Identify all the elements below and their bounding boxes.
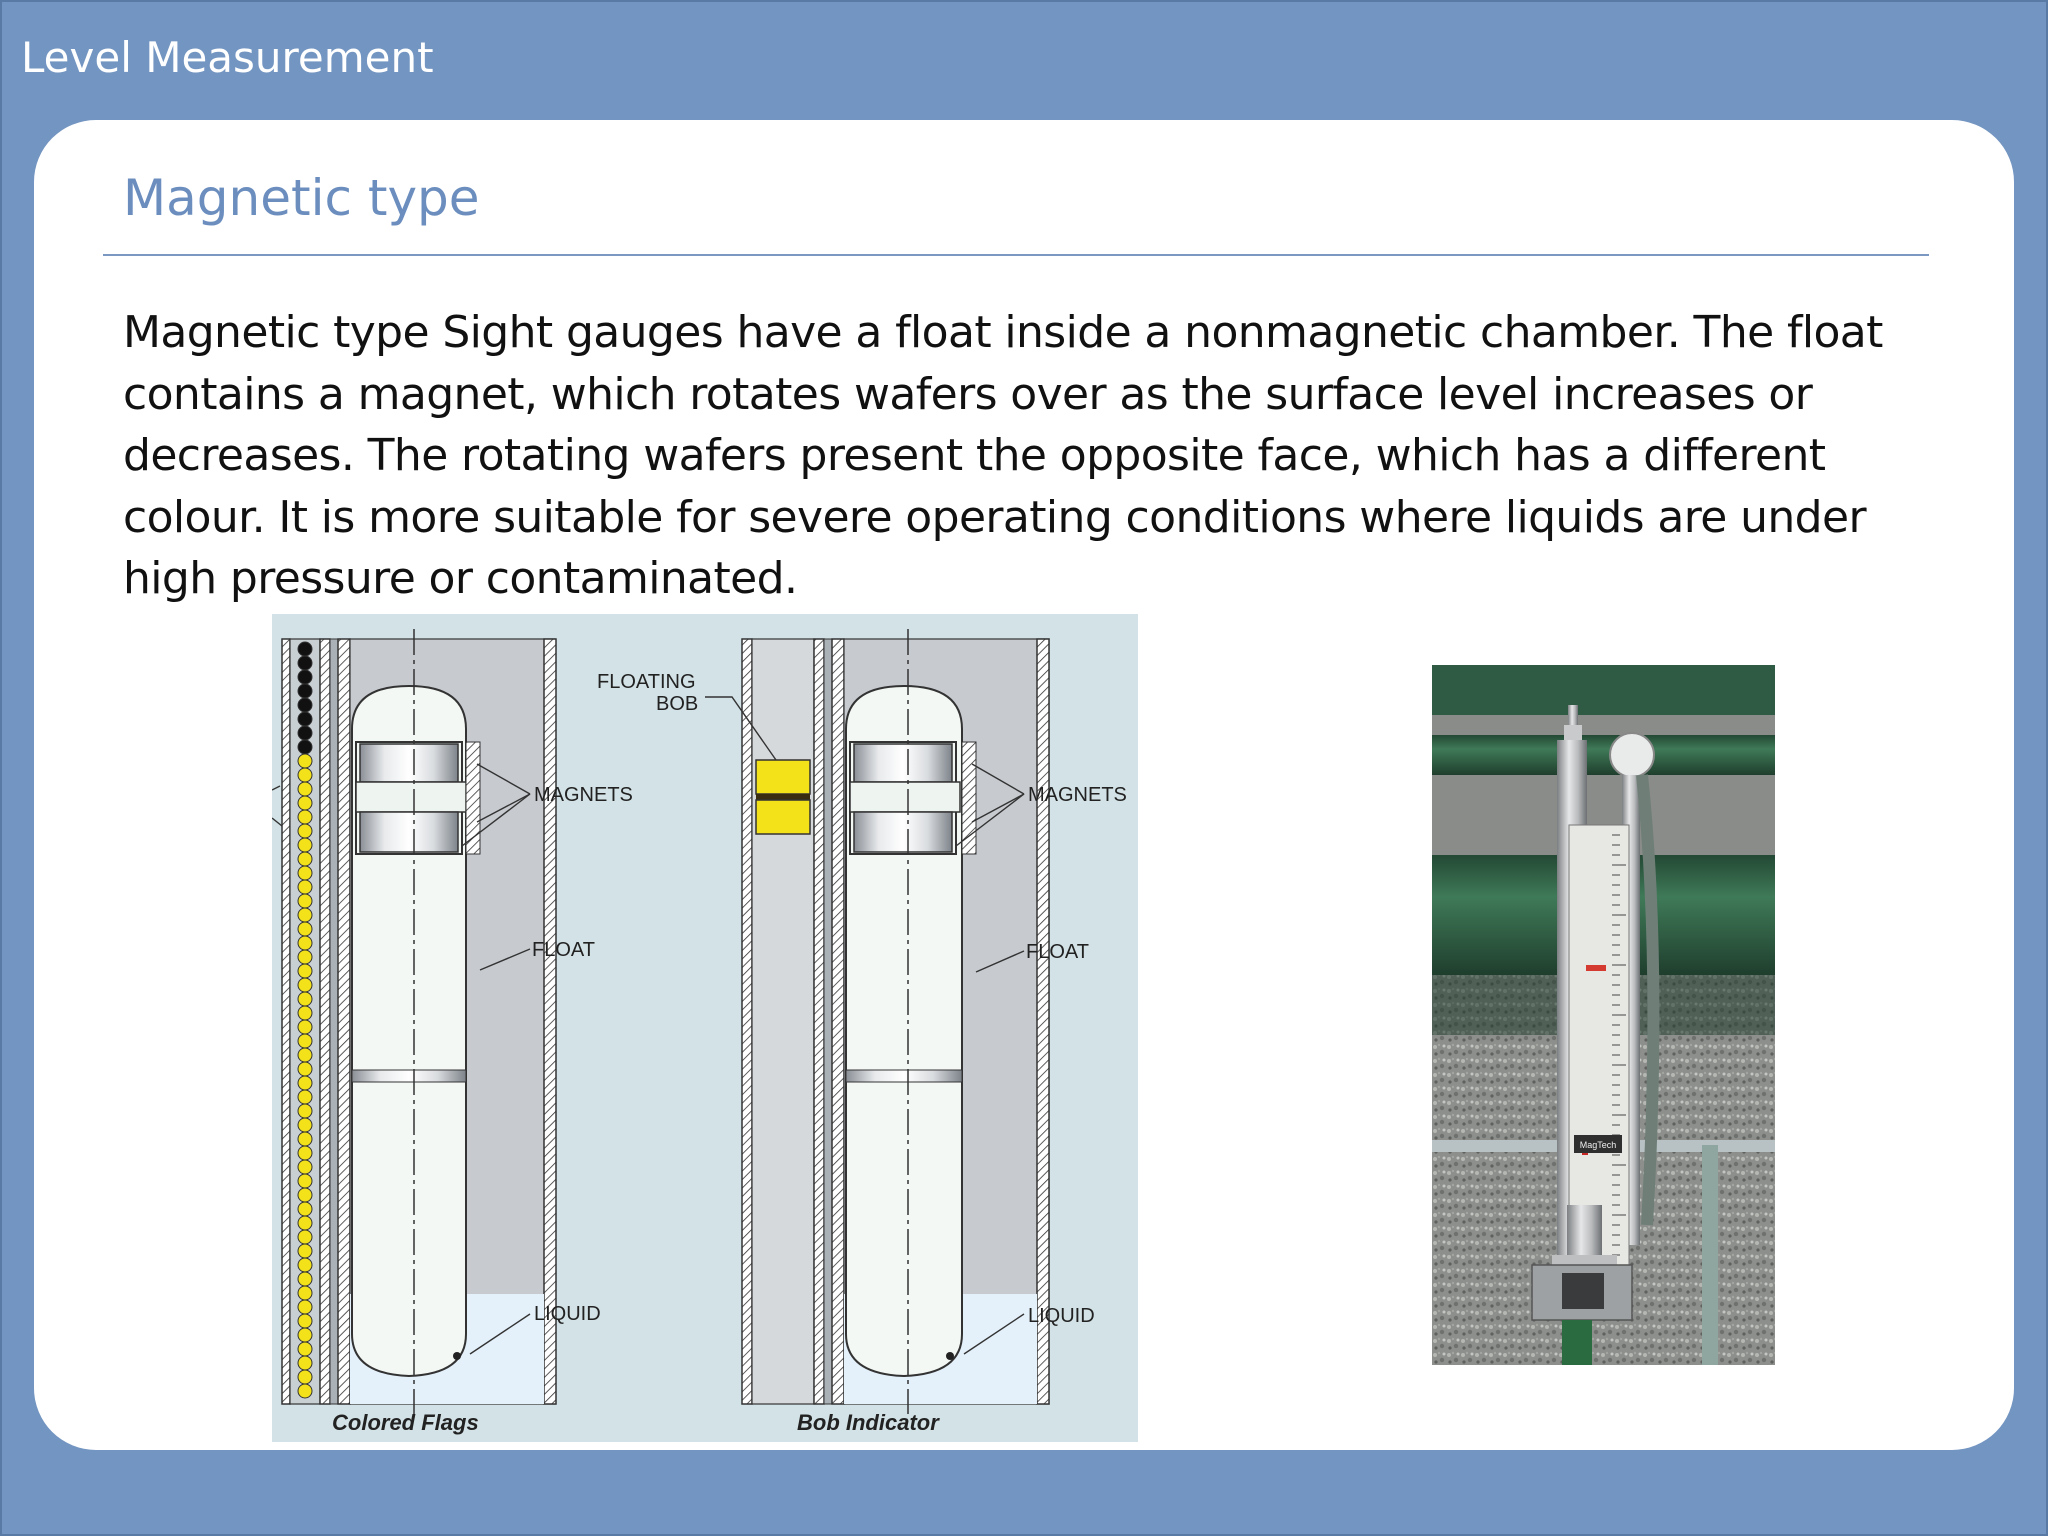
flag-wafer — [298, 824, 312, 838]
flag-wafer — [298, 642, 312, 656]
flag-wafer — [298, 1174, 312, 1188]
flag-wafer — [298, 712, 312, 726]
flag-wafer — [298, 768, 312, 782]
flag-wafer — [298, 1090, 312, 1104]
label-liquid-right: LIQUID — [1028, 1305, 1095, 1327]
flag-wafer — [298, 684, 312, 698]
flag-wafer — [298, 894, 312, 908]
flag-wafer — [298, 782, 312, 796]
flag-wafer — [298, 698, 312, 712]
flag-wafer — [298, 1062, 312, 1076]
label-magnets-right: MAGNETS — [1028, 784, 1127, 806]
flag-wafer — [298, 964, 312, 978]
flag-wafer — [298, 1160, 312, 1174]
caption-bob-indicator: Bob Indicator — [797, 1410, 939, 1435]
flag-wafer — [298, 1258, 312, 1272]
slide-heading: Magnetic type — [123, 169, 480, 227]
bob-indicator-assembly — [742, 629, 1049, 1414]
gauge-photo — [1432, 665, 1775, 1365]
brand-plate-text: MagTech — [1579, 1140, 1617, 1150]
flag-wafer — [298, 670, 312, 684]
flag-wafer — [298, 1034, 312, 1048]
flag-wafer — [298, 1230, 312, 1244]
label-liquid-left: LIQUID — [534, 1303, 601, 1325]
flag-wafer — [298, 1314, 312, 1328]
flag-wafer — [298, 1188, 312, 1202]
label-float-left: FLOAT — [532, 939, 595, 961]
flag-wafer — [298, 1384, 312, 1398]
flag-wafer — [298, 880, 312, 894]
caption-colored-flags: Colored Flags — [332, 1410, 479, 1435]
flag-wafer — [298, 1020, 312, 1034]
flag-wafer — [298, 726, 312, 740]
label-float-right: FLOAT — [1026, 941, 1089, 963]
flag-wafer — [298, 1216, 312, 1230]
flag-wafer — [298, 838, 312, 852]
flag-wafer — [298, 978, 312, 992]
flag-wafer — [298, 754, 312, 768]
label-magnets-left: MAGNETS — [534, 784, 633, 806]
flag-wafer — [298, 1076, 312, 1090]
flag-wafer — [298, 1244, 312, 1258]
flag-wafer — [298, 1118, 312, 1132]
flag-wafer — [298, 992, 312, 1006]
flag-wafer — [298, 852, 312, 866]
flag-wafer — [298, 740, 312, 754]
flag-wafer — [298, 810, 312, 824]
flag-wafer — [298, 656, 312, 670]
heading-divider — [103, 254, 1929, 256]
flag-wafer — [298, 1272, 312, 1286]
flag-wafer — [298, 1202, 312, 1216]
flag-wafer — [298, 1104, 312, 1118]
flag-wafer — [298, 936, 312, 950]
section-title: Level Measurement — [21, 33, 434, 82]
label-bob: BOB — [656, 693, 699, 715]
flag-wafer — [298, 1328, 312, 1342]
flag-wafer — [298, 950, 312, 964]
flag-wafer — [298, 1048, 312, 1062]
flag-wafer — [298, 1370, 312, 1384]
flag-wafer — [298, 922, 312, 936]
flag-wafer — [298, 1300, 312, 1314]
flag-wafer — [298, 796, 312, 810]
flag-wafer — [298, 1146, 312, 1160]
flag-wafer — [298, 1342, 312, 1356]
flag-wafer — [298, 1286, 312, 1300]
flag-wafer — [298, 1006, 312, 1020]
body-paragraph: Magnetic type Sight gauges have a float inside a nonmagnetic chamber. The float contains a magnet, which rotates wafers over as the surface level increases or decreases. The rotating wafers present the opposite face, which has a different colour. It is more suitable for severe operating conditions where liquids are under high pressure or contaminated. — [123, 307, 1883, 604]
flag-wafer — [298, 1132, 312, 1146]
colored-flags-assembly — [282, 629, 556, 1414]
magnetic-gauge-diagram — [272, 614, 1138, 1442]
flag-wafer — [298, 908, 312, 922]
flag-wafer — [298, 1356, 312, 1370]
label-floating: FLOATING — [597, 671, 696, 693]
flag-wafer — [298, 866, 312, 880]
